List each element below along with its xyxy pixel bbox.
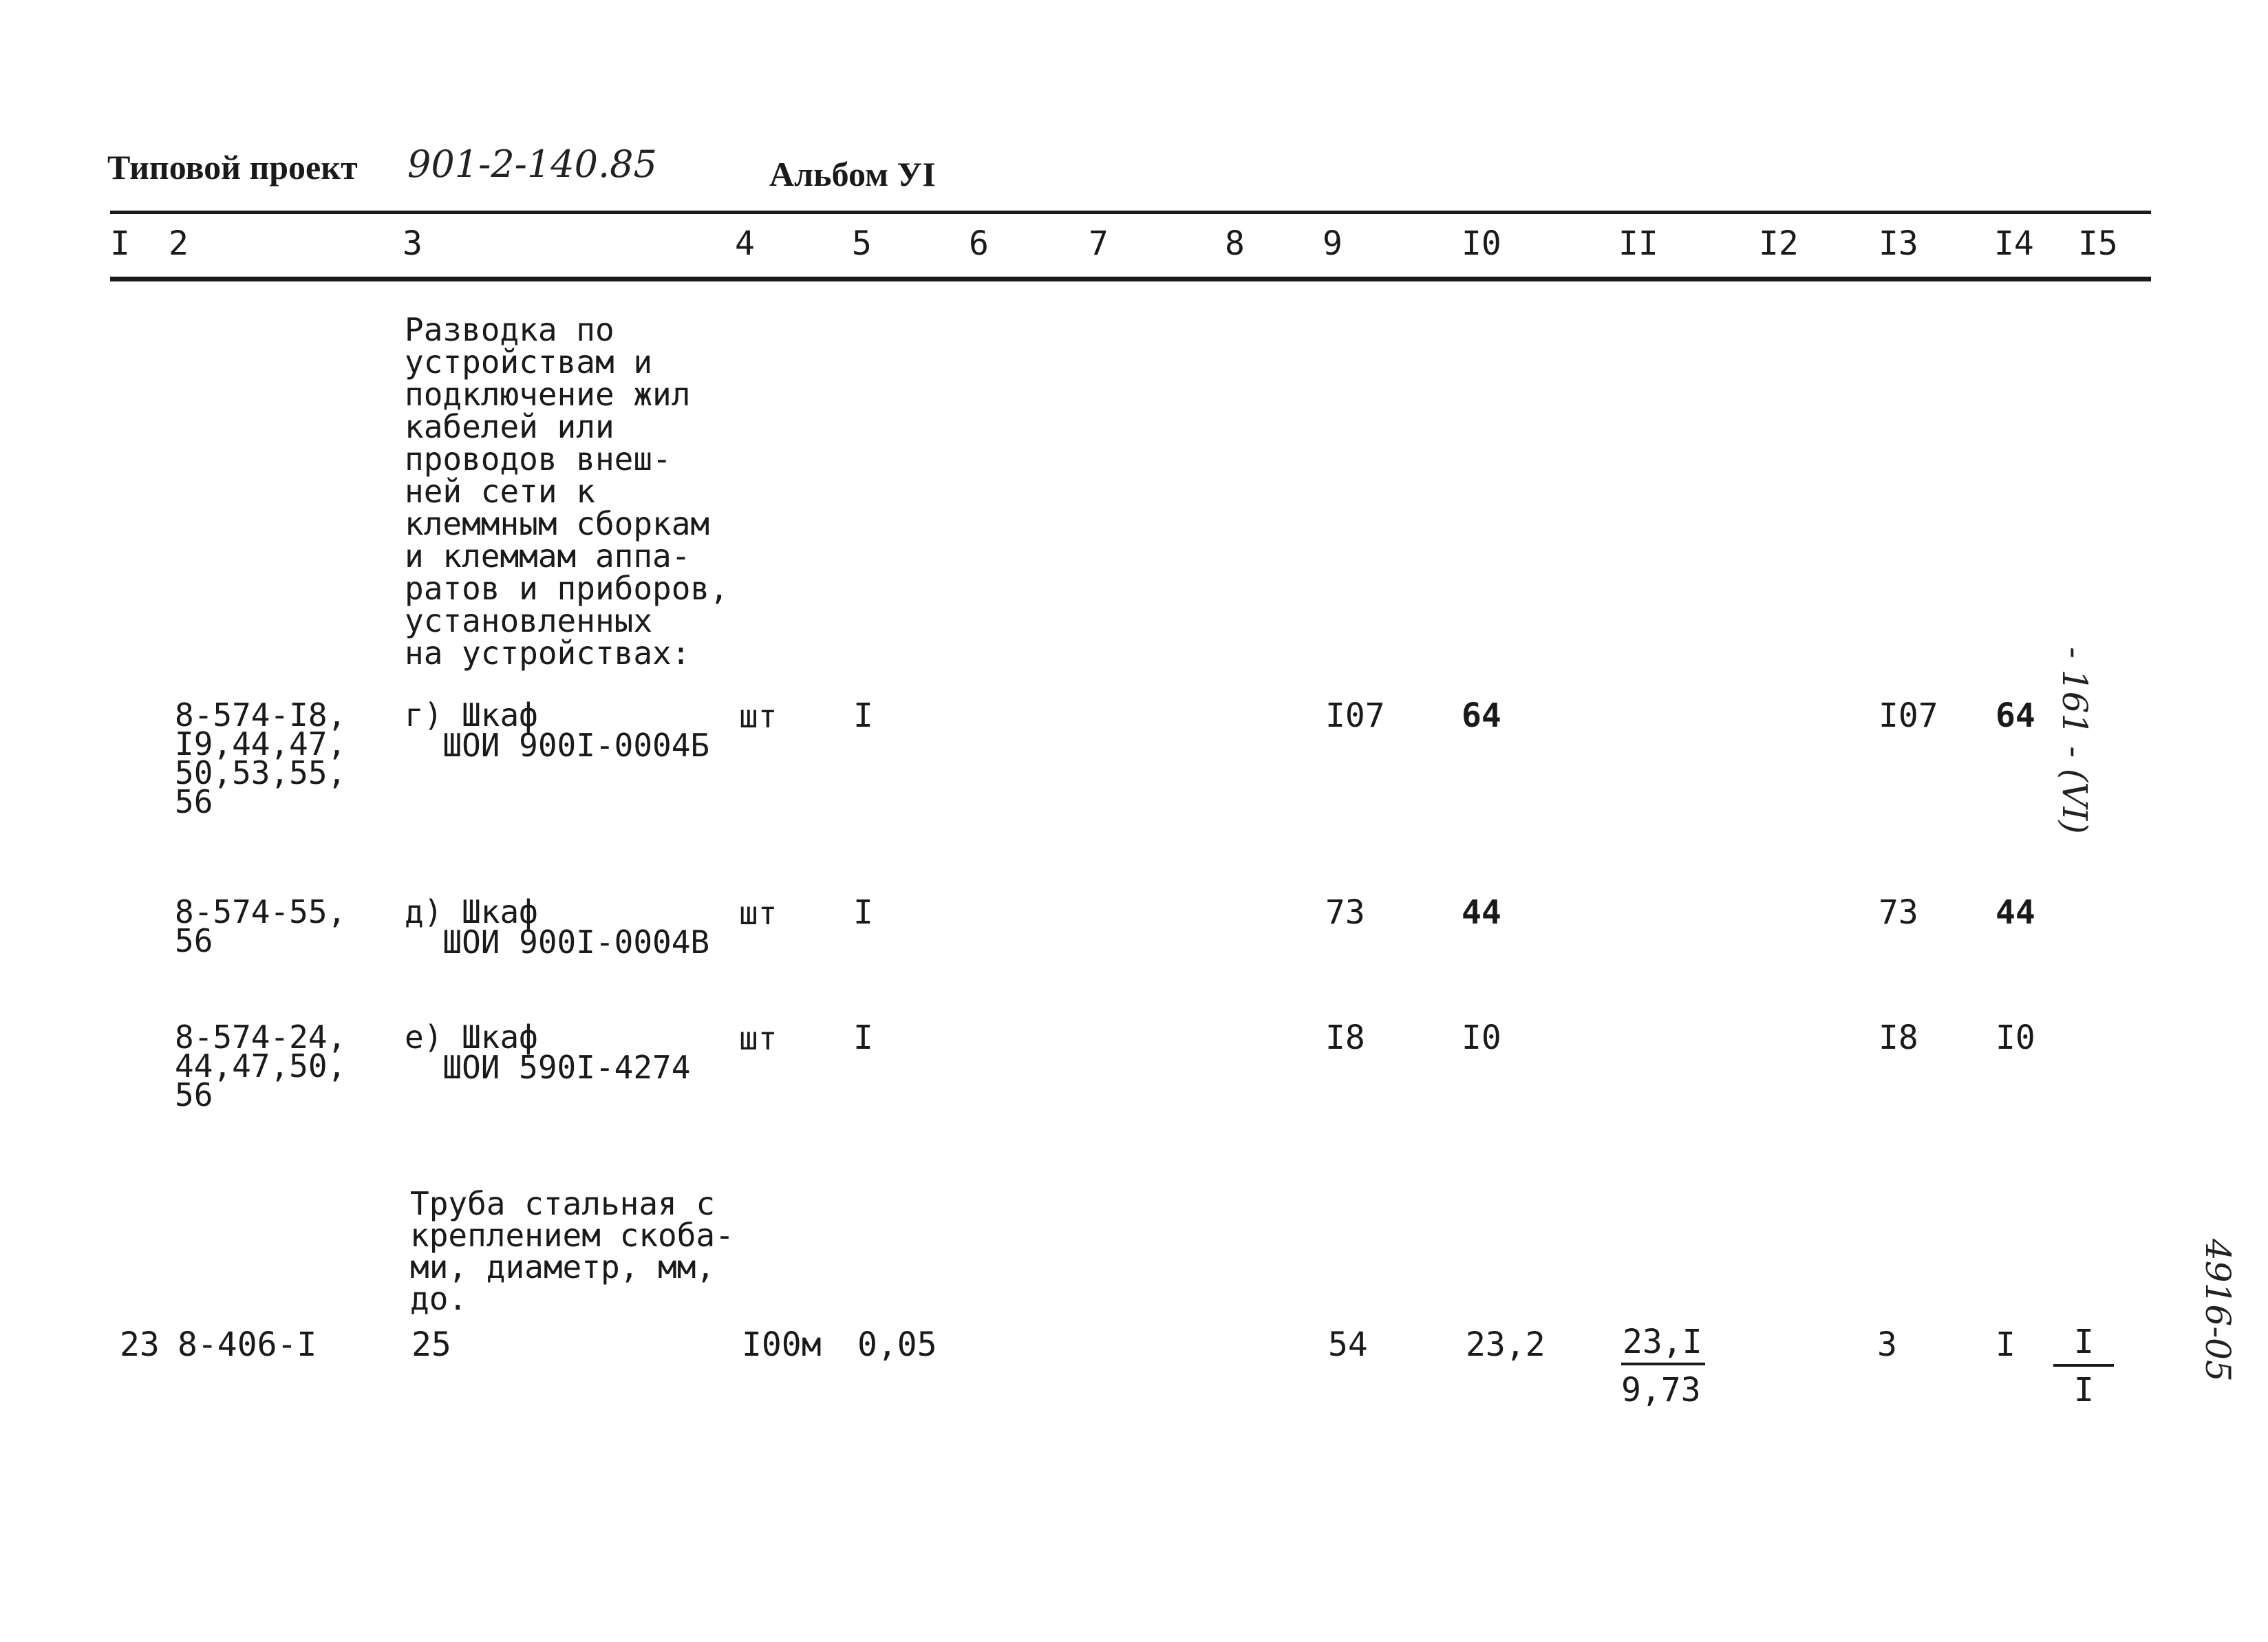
row3-code-2: 44,47,50, — [175, 1047, 347, 1085]
intro-line-5: проводов внеш- — [405, 440, 672, 478]
row1-col13: I07 — [1879, 696, 1938, 735]
pipe-line-2: креплением скоба- — [410, 1217, 734, 1254]
row1-col10: 64 — [1462, 696, 1501, 735]
intro-line-9: ратов и приборов, — [405, 570, 729, 607]
margin-stamp-number: 4916-05 — [2198, 1239, 2238, 1382]
row3-name-2: ШОИ 590I-4274 — [405, 1049, 691, 1086]
row3-code-3: 56 — [175, 1076, 213, 1113]
pipe-line-3: ми, диаметр, мм, — [410, 1248, 716, 1286]
pipe-row-col11-top: 23,I — [1623, 1323, 1702, 1361]
pipe-row-col15-bottom: I — [2074, 1371, 2094, 1409]
pipe-line-4: до. — [410, 1280, 468, 1317]
intro-line-4: кабелей или — [405, 408, 614, 445]
header-bottom-rule — [110, 277, 2151, 281]
top-rule — [110, 211, 2151, 214]
pipe-row-num: 23 — [120, 1325, 160, 1364]
pipe-row-col14: I — [1996, 1325, 2015, 1364]
col15-fraction-line — [2053, 1364, 2114, 1367]
col-header-11: II — [1618, 224, 1658, 263]
pipe-row-name: 25 — [411, 1325, 451, 1364]
row3-qty: I — [853, 1019, 873, 1057]
pipe-row-unit: I00м — [742, 1325, 822, 1364]
pipe-row-code: 8-406-I — [178, 1325, 317, 1364]
header-label: Типовой проект — [107, 148, 358, 186]
row1-qty: I — [853, 696, 873, 735]
pipe-row-col9: 54 — [1328, 1325, 1368, 1364]
row2-unit: шт — [739, 895, 778, 932]
row2-col9: 73 — [1325, 893, 1365, 932]
col-header-10: I0 — [1462, 224, 1501, 263]
row3-col9: I8 — [1325, 1019, 1365, 1057]
row1-code-3: 50,53,55, — [175, 754, 347, 791]
header-album: Альбом УI — [769, 155, 936, 193]
row2-qty: I — [853, 893, 873, 932]
row2-name-1: д) Шкаф — [405, 893, 538, 930]
intro-line-6: ней сети к — [405, 473, 595, 510]
pipe-row-col13: 3 — [1877, 1325, 1897, 1364]
col-header-6: 6 — [969, 224, 989, 263]
row1-code-2: I9,44,47, — [175, 725, 347, 763]
col-header-5: 5 — [852, 224, 872, 263]
intro-line-1: Разводка по — [405, 311, 614, 348]
row1-code-1: 8-574-I8, — [175, 696, 347, 734]
pipe-line-1: Труба стальная с — [410, 1185, 716, 1222]
row1-name-1: г) Шкаф — [405, 696, 538, 734]
row3-col14: I0 — [1996, 1019, 2035, 1057]
intro-line-8: и клеммам аппа- — [405, 537, 691, 575]
row2-col10: 44 — [1462, 893, 1501, 932]
row3-unit: шт — [739, 1020, 778, 1057]
header-project-number: 901-2-140.85 — [407, 142, 657, 186]
col-header-4: 4 — [735, 224, 755, 263]
pipe-row-col11-bottom: 9,73 — [1621, 1371, 1701, 1409]
col-header-2: 2 — [169, 224, 189, 263]
margin-page-mark: - 161 - (VI) — [2055, 647, 2095, 834]
col-header-1: I — [110, 224, 130, 263]
row2-name-2: ШОИ 900I-0004В — [405, 924, 710, 961]
col-header-15: I5 — [2078, 224, 2118, 263]
row2-col14: 44 — [1996, 893, 2035, 932]
row3-col10: I0 — [1462, 1019, 1501, 1057]
intro-line-11: на устройствах: — [405, 635, 691, 672]
row2-col13: 73 — [1879, 893, 1918, 932]
row2-code-2: 56 — [175, 922, 213, 959]
row3-code-1: 8-574-24, — [175, 1019, 347, 1056]
col-header-14: I4 — [1994, 224, 2034, 263]
col-header-3: 3 — [403, 224, 422, 263]
intro-line-7: клеммным сборкам — [405, 505, 710, 542]
col-header-8: 8 — [1225, 224, 1245, 263]
intro-line-10: установленных — [405, 602, 653, 639]
col-header-12: I2 — [1759, 224, 1799, 263]
row1-col9: I07 — [1325, 696, 1385, 735]
row1-name-2: ШОИ 900I-0004Б — [405, 727, 710, 764]
intro-line-3: подключение жил — [405, 376, 691, 413]
row1-unit: шт — [739, 698, 778, 735]
col-header-7: 7 — [1089, 224, 1109, 263]
col-header-9: 9 — [1323, 224, 1342, 263]
row1-code-4: 56 — [175, 783, 213, 820]
intro-line-2: устройствам и — [405, 343, 653, 381]
row2-code-1: 8-574-55, — [175, 893, 347, 930]
row1-col14: 64 — [1996, 696, 2035, 735]
col-header-13: I3 — [1879, 224, 1918, 263]
pipe-row-qty: 0,05 — [857, 1325, 937, 1364]
col11-fraction-line — [1621, 1363, 1705, 1365]
row3-col13: I8 — [1879, 1019, 1918, 1057]
row3-name-1: е) Шкаф — [405, 1019, 538, 1056]
pipe-row-col10: 23,2 — [1466, 1325, 1545, 1364]
pipe-row-col15-top: I — [2074, 1323, 2094, 1361]
